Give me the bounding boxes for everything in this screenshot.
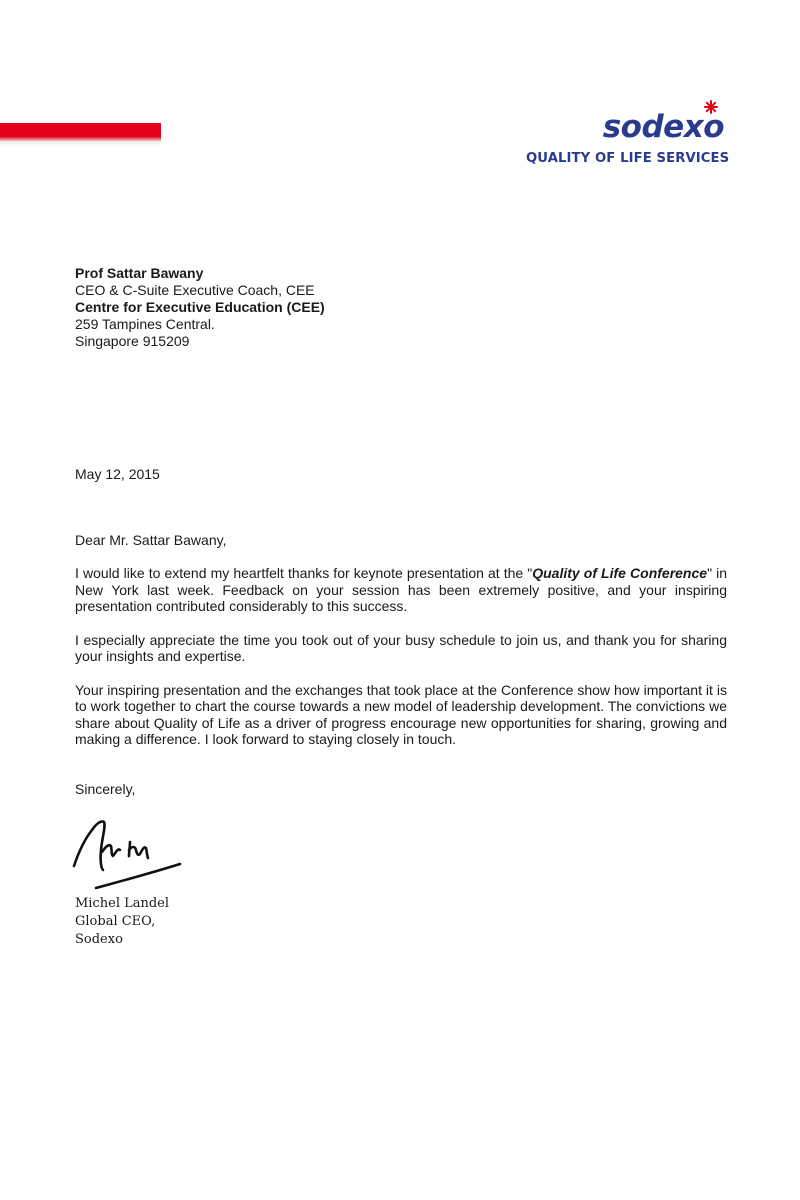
recipient-address-line1: 259 Tampines Central. xyxy=(75,316,215,332)
recipient-address-line2: Singapore 915209 xyxy=(75,333,190,349)
recipient-organization: Centre for Executive Education (CEE) xyxy=(75,299,325,315)
conference-name: Quality of Life Conference xyxy=(532,565,708,581)
signer-name: Michel Landel xyxy=(75,896,170,911)
sodexo-logo xyxy=(526,98,730,170)
paragraph-1 xyxy=(75,565,727,615)
signature xyxy=(68,810,188,892)
letter-date: May 12, 2015 xyxy=(75,466,160,482)
signer-company: Sodexo xyxy=(75,932,123,947)
letter-body xyxy=(75,565,727,765)
recipient-name: Prof Sattar Bawany xyxy=(75,265,204,281)
salutation: Dear Mr. Sattar Bawany, xyxy=(75,532,227,548)
logo-tagline: QUALITY OF LIFE SERVICES xyxy=(526,151,730,166)
signer-title: Global CEO, xyxy=(75,914,156,929)
recipient-address xyxy=(75,265,325,350)
paragraph-1-end: " in New York last week. Feedback on your session has been extremely positive, and your inspiring presentation contributed considerably to this success. xyxy=(75,565,728,614)
red-header-bar xyxy=(0,123,161,141)
paragraph-2: I especially appreciate the time you took out of your busy schedule to join us, and thank you for sharing your insights and expertise. xyxy=(75,631,727,664)
signer-block xyxy=(75,895,169,949)
paragraph-1-start: I would like to extend my heartfelt thanks for keynote presentation at the " xyxy=(75,565,533,581)
logo-wordmark: sodexo xyxy=(602,109,724,145)
paragraph-3: Your inspiring presentation and the exchanges that took place at the Conference show how important it is to work together to chart the course towards a new model of leadership development. The convictions we share about Quality of Life as a driver of progress encourage new opportunities for sharing, growing and making a difference. I look forward to staying closely in touch. xyxy=(75,681,727,747)
closing: Sincerely, xyxy=(75,781,136,797)
recipient-title: CEO & C-Suite Executive Coach, CEE xyxy=(75,282,315,298)
